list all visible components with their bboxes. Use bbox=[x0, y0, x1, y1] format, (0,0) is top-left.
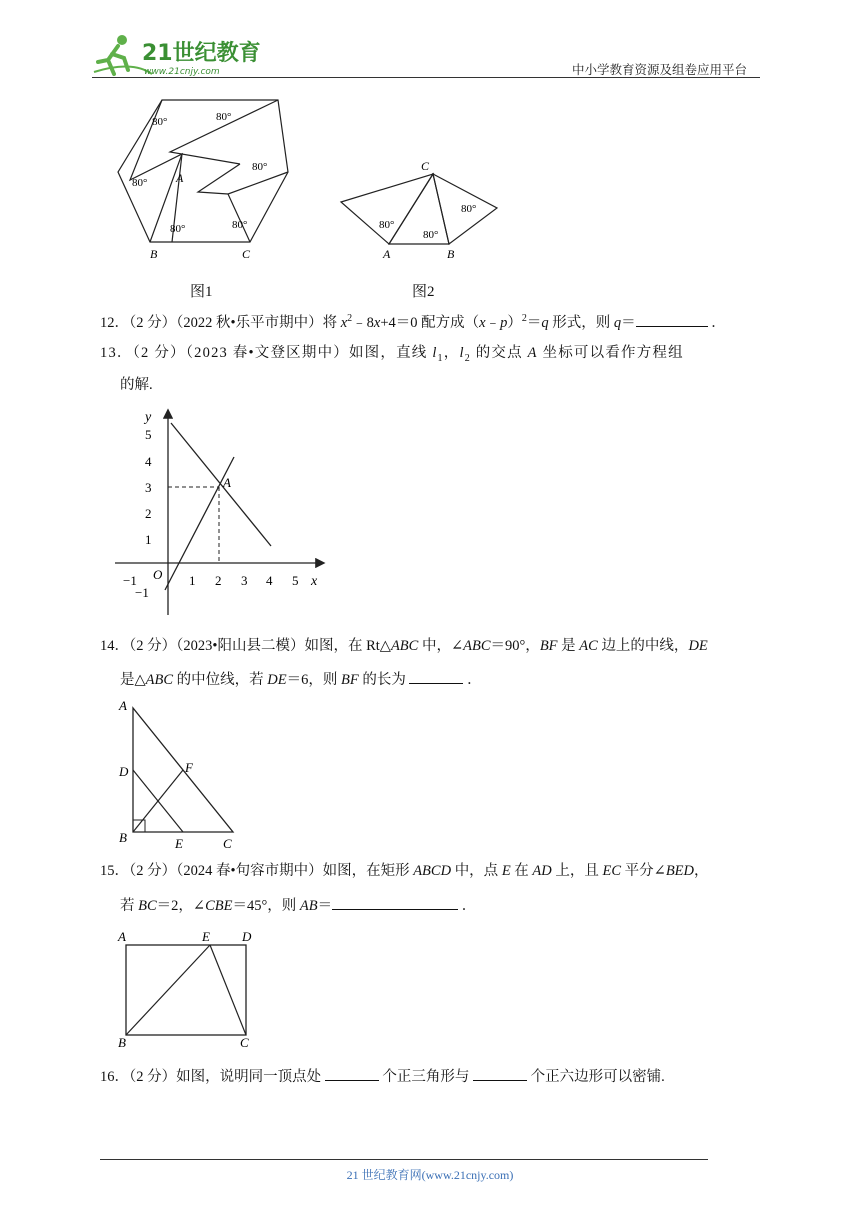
q13-sub: 1 bbox=[437, 352, 444, 364]
q13-var: A bbox=[527, 345, 538, 361]
fig15-label-e: E bbox=[202, 929, 210, 944]
figure-15 bbox=[112, 925, 262, 1050]
q14-text: 的中位线，若 bbox=[173, 672, 268, 688]
fig14-label-d: D bbox=[119, 764, 129, 779]
fig2-label-b: B bbox=[447, 247, 455, 261]
x-axis-label: x bbox=[311, 574, 318, 589]
q13-text: 坐标可以看作方程组 bbox=[537, 345, 684, 361]
fig14-label-c: C bbox=[223, 836, 232, 851]
q14-text: ＝6，则 bbox=[286, 672, 342, 688]
q15-text: ＝ bbox=[317, 898, 333, 914]
q15-var: EC bbox=[602, 863, 622, 879]
fig1-angle-1: 80° bbox=[152, 116, 168, 128]
fig2-angle-1: 80° bbox=[379, 219, 395, 231]
q14-var: ABC bbox=[145, 672, 174, 688]
logo-text: 21世纪教育 bbox=[142, 41, 261, 66]
q14-var: BF bbox=[539, 638, 558, 654]
fig15-label-c: C bbox=[240, 1035, 249, 1050]
x-tick: 2 bbox=[215, 573, 222, 588]
q14-text: 是 bbox=[557, 638, 580, 654]
q15-var: AD bbox=[532, 863, 552, 879]
q15-text: 中，点 bbox=[451, 863, 502, 879]
question-13-line-1 bbox=[100, 343, 684, 369]
fig14-label-f: F bbox=[185, 760, 193, 775]
q12-var: q bbox=[613, 314, 622, 331]
q15-var: CBE bbox=[205, 898, 233, 914]
q14-text: 中，∠ bbox=[418, 638, 464, 654]
fig2-label-c: C bbox=[421, 159, 430, 173]
fig2-angle-3: 80° bbox=[461, 203, 477, 215]
question-13-line-2: 的解. bbox=[120, 377, 153, 393]
x-tick: 1 bbox=[189, 573, 196, 588]
y-tick: 2 bbox=[145, 506, 152, 521]
q15-text: ＝45°，则 bbox=[232, 898, 300, 914]
q14-text: 14．（2 分）（2023•阳山县二模）如图，在 Rt△ bbox=[100, 638, 391, 654]
figure-2 bbox=[335, 150, 505, 265]
q12-var: x bbox=[373, 314, 381, 331]
q12-text: 12．（2 分）（2022 秋•乐平市期中）将 bbox=[100, 314, 341, 331]
q12-var: x bbox=[340, 314, 348, 331]
q14-var: BF bbox=[341, 672, 359, 688]
q14-answer-blank[interactable] bbox=[409, 668, 463, 684]
y-tick: −1 bbox=[135, 585, 149, 600]
fig2-angle-2: 80° bbox=[423, 229, 439, 241]
q12-text: ． bbox=[707, 314, 726, 331]
fig1-label-c: C bbox=[242, 247, 251, 261]
x-tick: 3 bbox=[241, 573, 248, 588]
q16-text: 个正六边形可以密铺. bbox=[527, 1069, 665, 1085]
y-axis-label: y bbox=[145, 410, 152, 425]
q15-answer-blank[interactable] bbox=[332, 894, 458, 910]
header-rule bbox=[92, 77, 760, 78]
q12-var: x bbox=[479, 314, 486, 331]
q15-text: 15．（2 分）（2024 春•句容市期中）如图，在矩形 bbox=[100, 863, 414, 879]
q13-sub: 2 bbox=[464, 352, 471, 364]
question-15-line-1 bbox=[100, 861, 709, 881]
y-tick: 1 bbox=[145, 532, 152, 547]
fig1-label-b: B bbox=[150, 247, 158, 261]
q12-text: +4＝0 配方成（ bbox=[380, 314, 480, 331]
footer-rule bbox=[100, 1159, 708, 1160]
runner-logo-icon bbox=[92, 30, 262, 78]
q13-var: l bbox=[432, 345, 438, 361]
fig14-label-b: B bbox=[119, 830, 127, 845]
q16-answer-blank-2[interactable] bbox=[473, 1065, 527, 1081]
q15-text: 若 bbox=[120, 898, 139, 914]
fig1-angle-2: 80° bbox=[216, 111, 232, 123]
question-14-line-2 bbox=[120, 668, 482, 690]
q12-text: ＝ bbox=[526, 314, 542, 331]
q15-var: ABCD bbox=[413, 863, 452, 879]
q13-text: 的交点 bbox=[470, 345, 528, 361]
q15-var: E bbox=[501, 863, 511, 879]
x-tick: −1 bbox=[123, 573, 137, 588]
q12-text: ＝ bbox=[621, 314, 636, 331]
y-tick: 3 bbox=[145, 480, 152, 495]
q12-text: ） bbox=[507, 314, 522, 331]
fig2-caption: 图2 bbox=[412, 284, 435, 300]
q15-text: ． bbox=[458, 898, 477, 914]
q13-text: 13．（2 分）（2023 春•文登区期中）如图，直线 bbox=[100, 345, 433, 361]
q14-var: DE bbox=[267, 672, 287, 688]
q14-var: ABC bbox=[463, 638, 491, 654]
x-tick: 4 bbox=[266, 573, 273, 588]
q15-var: BED bbox=[665, 863, 695, 879]
q12-sup: 2 bbox=[521, 313, 527, 324]
origin-label: O bbox=[153, 567, 163, 582]
q15-var: AB bbox=[299, 898, 318, 914]
fig15-label-b: B bbox=[118, 1035, 126, 1050]
question-15-line-2 bbox=[120, 894, 476, 916]
q15-var: BC bbox=[138, 898, 157, 914]
q15-text: 上，且 bbox=[551, 863, 603, 879]
q14-text: 是△ bbox=[120, 672, 146, 688]
q15-text: 平分∠ bbox=[621, 863, 666, 879]
q12-text: 形式，则 bbox=[548, 314, 614, 331]
fig1-angle-5: 80° bbox=[170, 223, 186, 235]
fig15-label-d: D bbox=[242, 929, 252, 944]
q12-var: q bbox=[541, 314, 549, 331]
fig14-label-e: E bbox=[175, 836, 183, 851]
q15-text: 在 bbox=[510, 863, 533, 879]
q15-text: ＝2，∠ bbox=[156, 898, 206, 914]
question-12 bbox=[100, 309, 726, 333]
fig14-label-a: A bbox=[119, 698, 127, 713]
logo-url: www.21cnjy.com bbox=[144, 67, 220, 77]
q15-text: ， bbox=[694, 863, 709, 879]
q13-text: ， bbox=[443, 345, 460, 361]
q12-text: ﹣ bbox=[485, 314, 501, 331]
q16-text: 个正三角形与 bbox=[378, 1069, 473, 1085]
q14-text: 边上的中线， bbox=[597, 638, 689, 654]
point-a-label: A bbox=[223, 475, 231, 490]
x-tick: 5 bbox=[292, 573, 299, 588]
q14-var: ABC bbox=[390, 638, 419, 654]
y-tick: 5 bbox=[145, 427, 152, 442]
question-14-line-1 bbox=[100, 636, 708, 656]
fig15-label-a: A bbox=[118, 929, 126, 944]
q14-var: DE bbox=[688, 638, 708, 654]
q12-answer-blank[interactable] bbox=[636, 311, 708, 327]
figure-1 bbox=[110, 92, 310, 268]
graph-13 bbox=[115, 405, 330, 620]
q14-text: ． bbox=[463, 672, 482, 688]
q16-answer-blank-1[interactable] bbox=[325, 1065, 379, 1081]
y-tick: 4 bbox=[145, 454, 152, 469]
fig1-angle-4: 80° bbox=[132, 177, 148, 189]
q14-var: AC bbox=[579, 638, 598, 654]
footer-text[interactable]: 21 世纪教育网(www.21cnjy.com) bbox=[346, 1168, 514, 1182]
fig1-label-a: A bbox=[176, 171, 184, 185]
question-16 bbox=[100, 1065, 665, 1087]
fig1-angle-3: 80° bbox=[252, 161, 268, 173]
header-logo bbox=[92, 30, 262, 78]
q14-text: ＝90°， bbox=[490, 638, 540, 654]
header-right-text: 中小学教育资源及组卷应用平台 bbox=[572, 62, 748, 77]
q14-text: 的长为 bbox=[358, 672, 410, 688]
fig1-caption: 图1 bbox=[190, 284, 213, 300]
fig2-label-a: A bbox=[383, 247, 391, 261]
figure-14 bbox=[115, 696, 245, 854]
q16-text: 16．（2 分）如图，说明同一顶点处 bbox=[100, 1069, 325, 1085]
line-l1 bbox=[171, 423, 271, 546]
fig1-angle-6: 80° bbox=[232, 219, 248, 231]
q12-sup: 2 bbox=[347, 313, 353, 324]
q13-var: l bbox=[459, 345, 465, 361]
q12-var: p bbox=[500, 314, 508, 331]
q12-text: ﹣8 bbox=[352, 314, 374, 331]
